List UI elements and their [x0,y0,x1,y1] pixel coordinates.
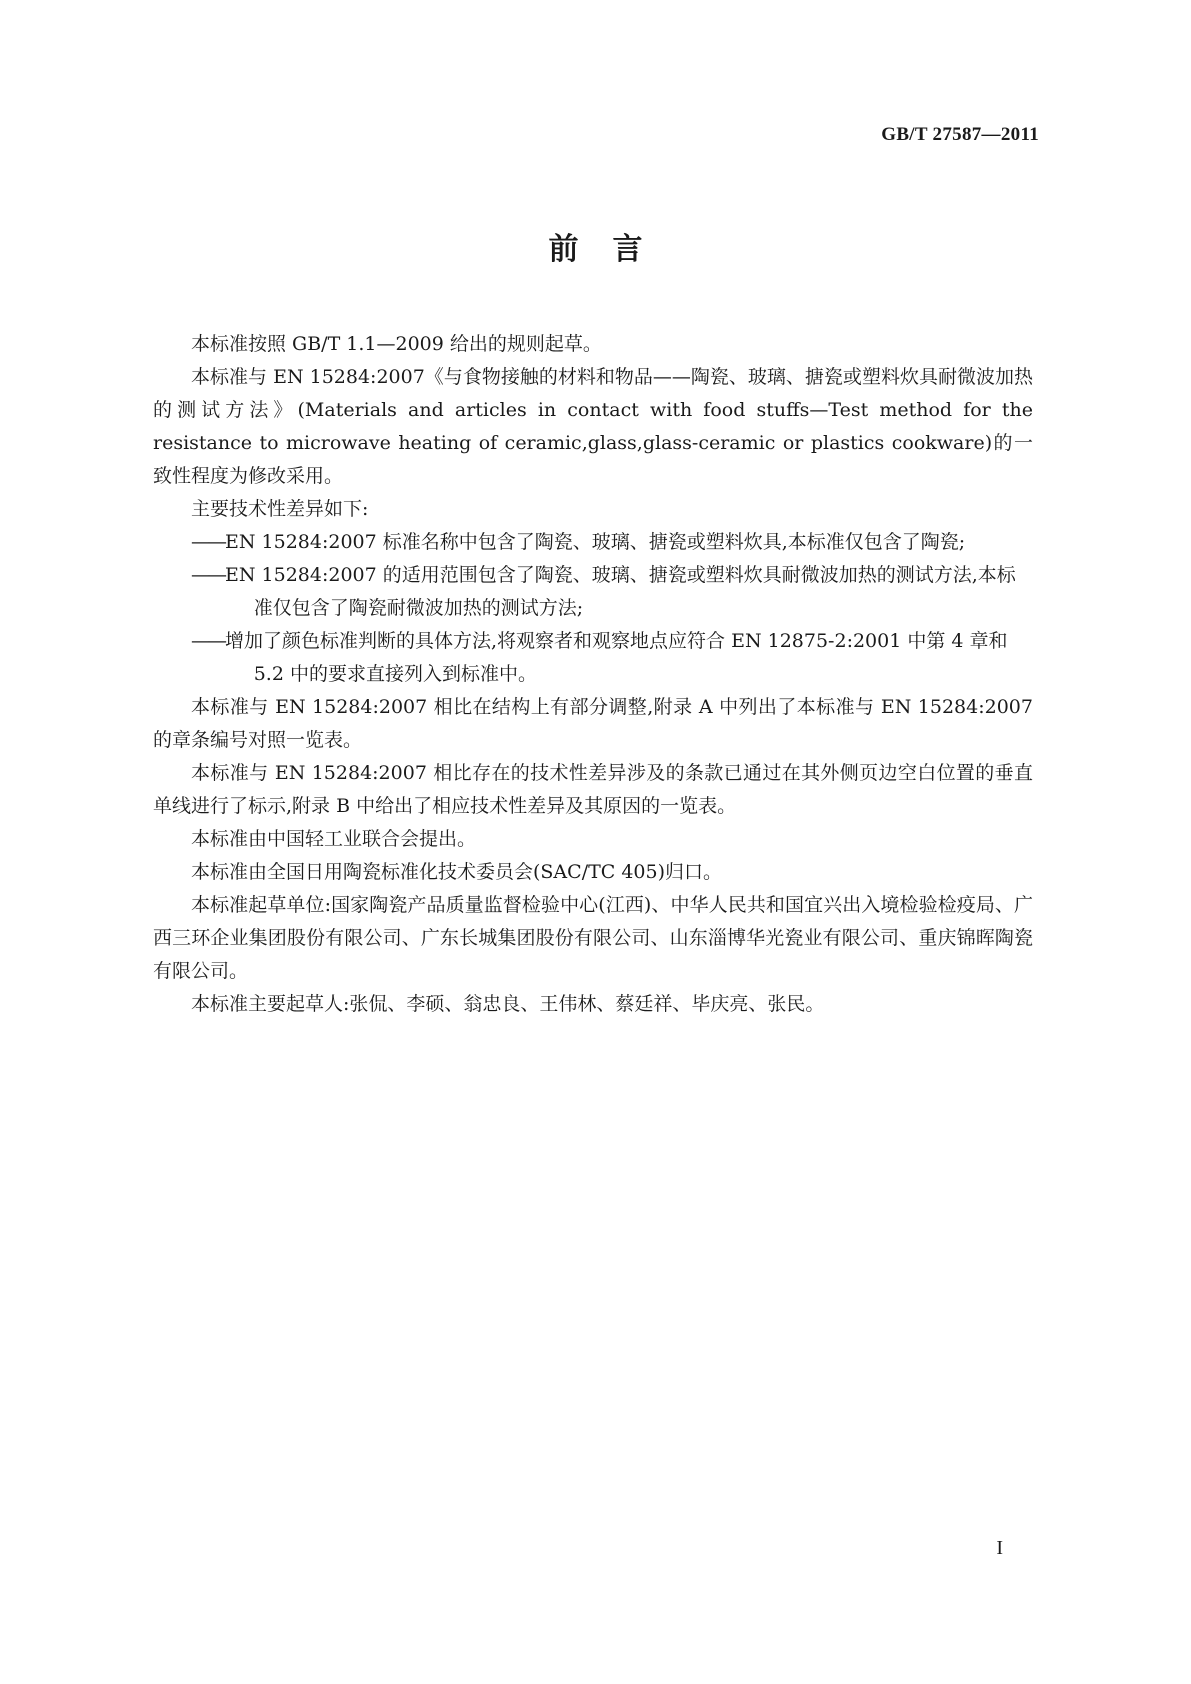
list-item [153,526,1033,559]
list-dash: —— [191,531,225,553]
paragraph: 本标准主要起草人:张侃、李硕、翁忠良、王伟林、蔡廷祥、毕庆亮、张民。 [191,993,825,1015]
paragraph: 本标准与 EN 15284:2007 相比在结构上有部分调整,附录 A 中列出了本标准与 EN 15284:2007 的章条编号对照一览表。 [153,696,1033,751]
standard-code: GB/T 27587—2011 [881,124,1039,145]
paragraph: 本标准与 EN 15284:2007《与食物接触的材料和物品——陶瓷、玻璃、搪瓷或塑料炊具耐微波加热的测试方法》(Materials and articles in contact with food stuffs—Test method for the resistance to microwave heating of ceramic,glass,glass-ceramic or plastics cookware)的一致性程度为修改采用。 [153,366,1033,487]
paragraph: 本标准由全国日用陶瓷标准化技术委员会(SAC/TC 405)归口。 [191,861,723,883]
list-item-continuation: 准仅包含了陶瓷耐微波加热的测试方法; [253,597,584,619]
list-item-text: EN 15284:2007 的适用范围包含了陶瓷、玻璃、搪瓷或塑料炊具耐微波加热的测试方法,本标 [225,564,1016,586]
list-item [153,559,1033,625]
page-title: 前言 [548,232,677,267]
paragraph: 本标准与 EN 15284:2007 相比存在的技术性差异涉及的条款已通过在其外侧页边空白位置的垂直单线进行了标示,附录 B 中给出了相应技术性差异及其原因的一览表。 [153,762,1033,817]
paragraph: 本标准由中国轻工业联合会提出。 [191,828,477,850]
paragraph: 本标准按照 GB/T 1.1—2009 给出的规则起草。 [191,333,602,355]
page-number: I [996,1537,1003,1559]
list-dash: —— [191,630,225,652]
list-item [153,625,1033,691]
paragraph: 本标准起草单位:国家陶瓷产品质量监督检验中心(江西)、中华人民共和国宜兴出入境检验检疫局、广西三环企业集团股份有限公司、广东长城集团股份有限公司、山东淄博华光瓷业有限公司、重庆锦晖陶瓷有限公司。 [153,894,1033,982]
paragraph: 主要技术性差异如下: [191,498,369,520]
preface-body [153,328,1033,1021]
list-item-text: EN 15284:2007 标准名称中包含了陶瓷、玻璃、搪瓷或塑料炊具,本标准仅包含了陶瓷; [225,531,966,553]
list-dash: —— [191,564,225,586]
list-item-continuation: 5.2 中的要求直接列入到标准中。 [253,663,537,685]
list-item-text: 增加了颜色标准判断的具体方法,将观察者和观察地点应符合 EN 12875-2:2001 中第 4 章和 [225,630,1008,652]
